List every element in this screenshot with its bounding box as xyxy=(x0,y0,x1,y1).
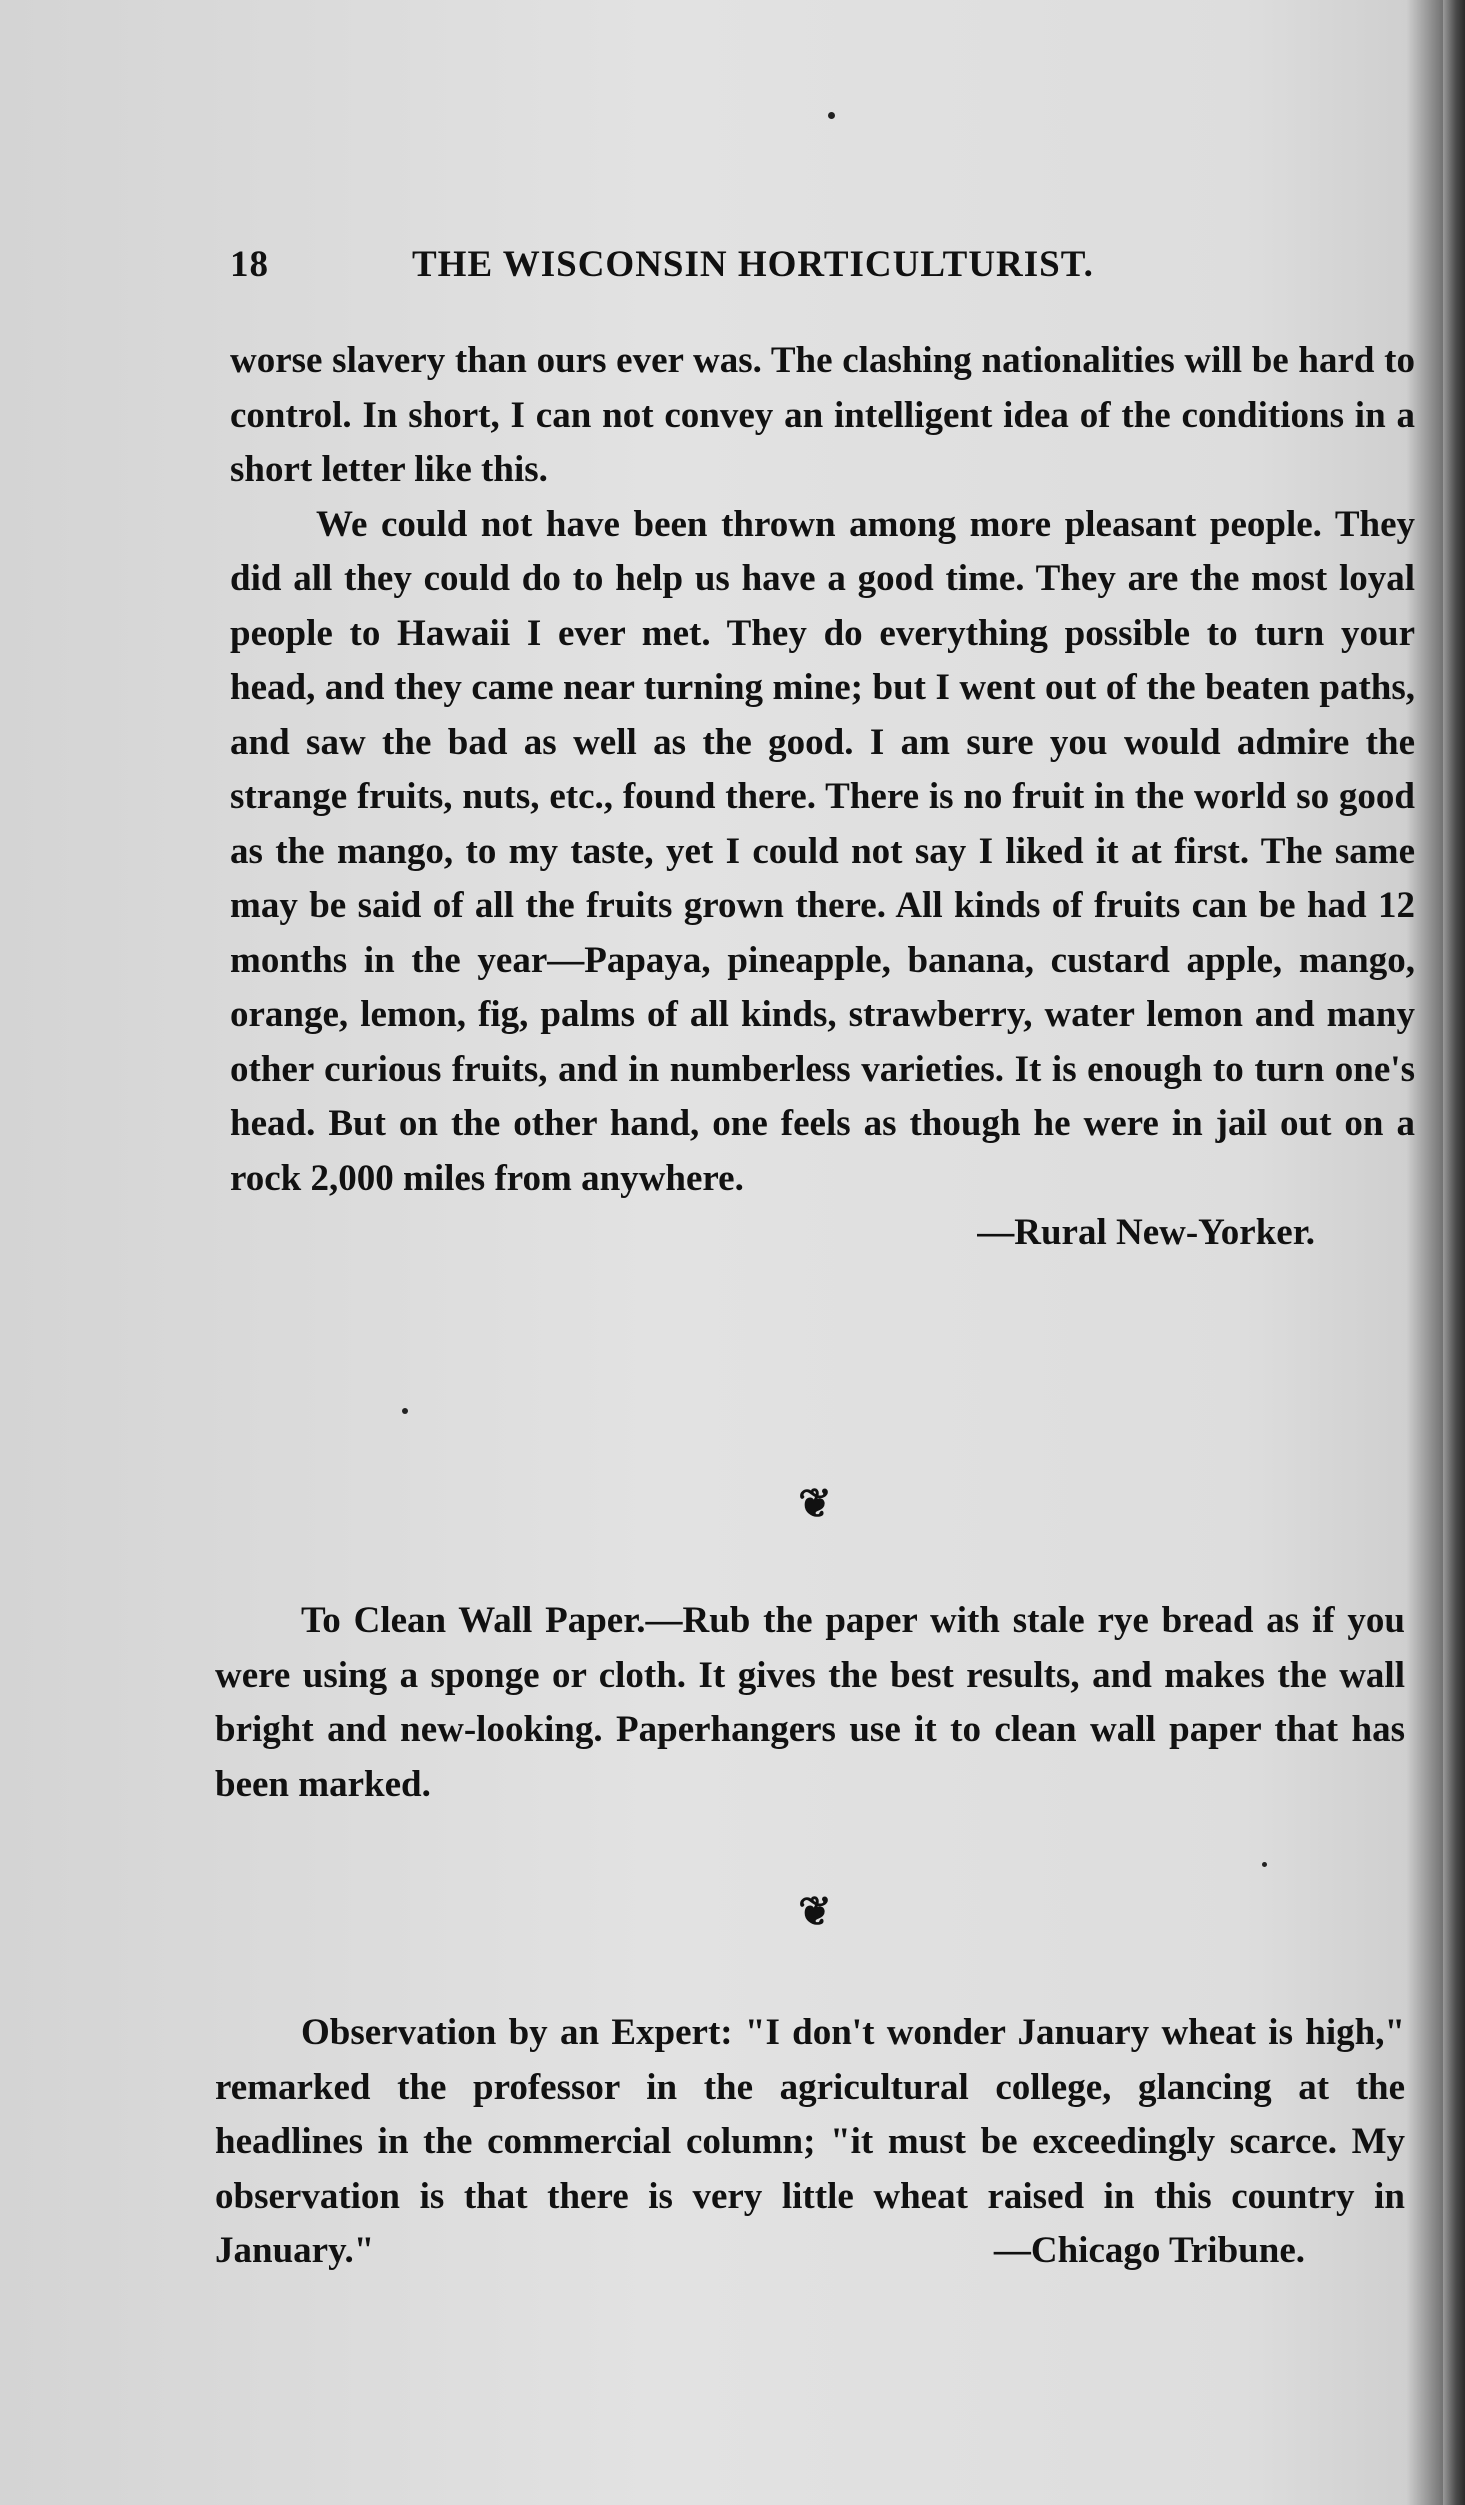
article-observation xyxy=(215,2006,1405,2279)
print-speck xyxy=(828,112,835,119)
article-wall-paper xyxy=(215,1594,1405,1812)
page-edge-shadow xyxy=(1443,0,1465,2505)
article-hawaii-letter xyxy=(230,334,1415,1261)
print-speck xyxy=(1262,1862,1267,1867)
paragraph: We could not have been thrown among more pleasant people. They did all they could do to help us have a good time. They are the most loyal people to Hawaii I ever met. They do everything possible to turn your head, and they came near turning mine; but I went out of the beaten paths, and saw the bad as well as the good. I am sure you would admire the strange fruits, nuts, etc., found there. There is no fruit in the world so good as the mango, to my taste, yet I could not say I liked it at first. The same may be said of all the fruits grown there. All kinds of fruits can be had 12 months in the year—Papaya, pineapple, banana, custard apple, mango, orange, lemon, fig, palms of all kinds, strawberry, water lemon and many other curious fruits, and in numberless varieties. It is enough to turn one's head. But on the other hand, one feels as though he were in jail out on a rock 2,000 miles from anywhere. xyxy=(230,503,1415,1199)
page-number: 18 xyxy=(230,244,269,285)
section-ornament: ❦ xyxy=(798,1889,832,1934)
attribution: —Chicago Tribune. xyxy=(993,2230,1305,2271)
paragraph: worse slavery than ours ever was. The clashing nationalities will be hard to control. In short, I can not convey an intelligent idea of the conditions in a short letter like this. xyxy=(230,340,1415,490)
paragraph: To Clean Wall Paper.—Rub the paper with stale rye bread as if you were using a sponge or cloth. It gives the best results, and makes the wall bright and new-looking. Paperhangers use it to clean wall paper that has been marked. xyxy=(215,1600,1405,1805)
paragraph: Observation by an Expert: "I don't wonder January wheat is high," remarked the professor in the agricultural college, glancing at the headlines in the commercial column; "it must be exceedingly scarce. My observation is that there is very little wheat raised in this country in January." xyxy=(215,2012,1405,2271)
section-ornament: ❦ xyxy=(798,1481,832,1526)
attribution: —Rural New-Yorker. xyxy=(977,1212,1315,1253)
print-speck xyxy=(402,1408,408,1414)
running-title: THE WISCONSIN HORTICULTURIST. xyxy=(412,244,1094,285)
